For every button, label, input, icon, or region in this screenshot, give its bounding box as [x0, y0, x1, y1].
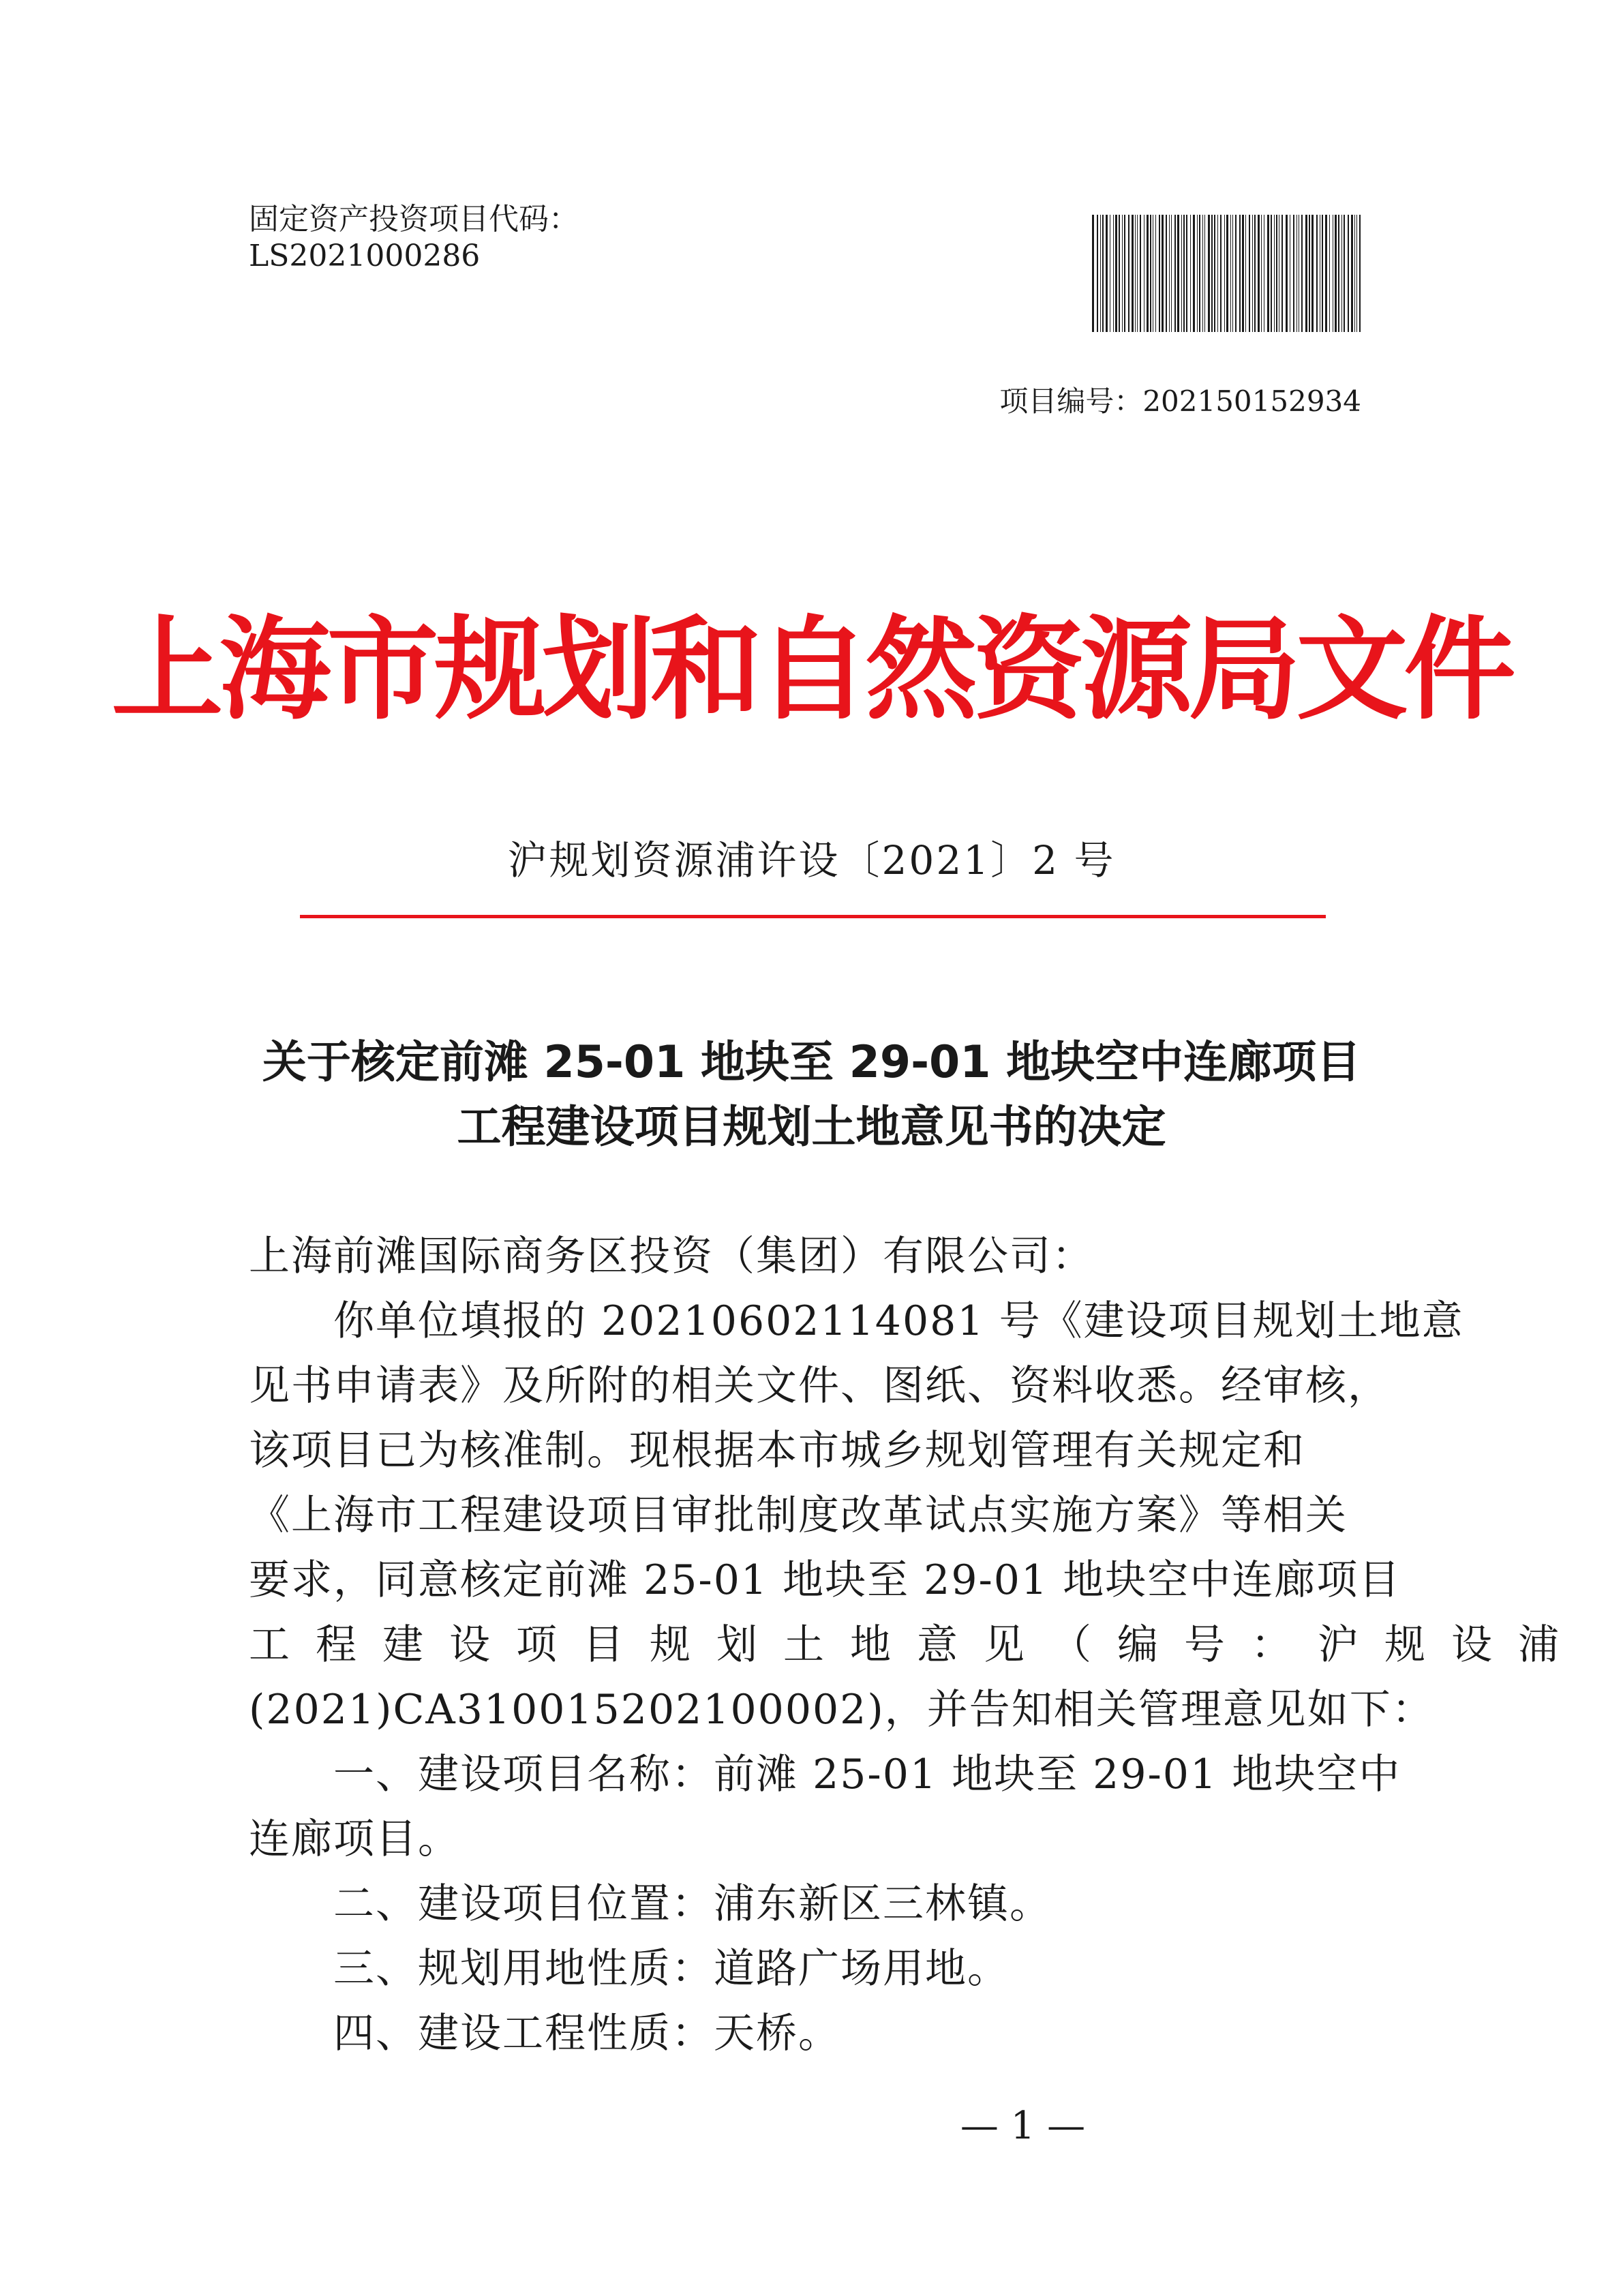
barcode-bar [1102, 215, 1104, 332]
barcode-bar [1293, 215, 1294, 332]
barcode-bar [1204, 215, 1205, 332]
barcode-bar [1214, 215, 1215, 332]
body-line: 上海前滩国际商务区投资（集团）有限公司： [249, 1233, 1094, 1280]
barcode-bar [1199, 215, 1200, 332]
barcode-bar [1100, 215, 1101, 332]
barcode-bar [1309, 215, 1310, 332]
barcode-bar [1286, 215, 1288, 332]
barcode-bar [1202, 215, 1203, 332]
barcode-bar [1177, 215, 1179, 332]
barcode-bar [1106, 215, 1108, 332]
body-line: (2021)CA310015202100002)，并告知相关管理意见如下： [249, 1686, 1434, 1734]
barcode-bar [1232, 215, 1233, 332]
barcode-bar [1159, 215, 1160, 332]
barcode-bar [1224, 215, 1225, 332]
barcode-bar [1261, 215, 1262, 332]
document-title-line-1: 关于核定前滩 25-01 地块至 29-01 地块空中连廊项目 [262, 1037, 1361, 1088]
barcode-bar [1220, 215, 1222, 332]
barcode-bar [1276, 215, 1277, 332]
barcode-bar [1249, 215, 1250, 332]
barcode-bar [1301, 215, 1303, 332]
barcode-bar [1171, 215, 1172, 332]
barcode-bar [1186, 215, 1187, 332]
barcode-bar [1122, 215, 1123, 332]
barcode-bar [1137, 215, 1138, 332]
barcode-bar [1341, 215, 1342, 332]
barcode-bar [1097, 215, 1098, 332]
body-line: 工程建设项目规划土地意见（编号：沪规设浦 [249, 1621, 1585, 1669]
barcode-bar [1258, 215, 1260, 332]
barcode-bar [1344, 215, 1345, 332]
body-line: 连廊项目。 [249, 1815, 460, 1863]
body-line: 一、建设项目名称：前滩 25-01 地块至 29-01 地块空中 [249, 1751, 1401, 1798]
barcode [1092, 215, 1361, 332]
barcode-bar [1354, 215, 1355, 332]
body-line: 你单位填报的 20210602114081 号《建设项目规划土地意 [249, 1297, 1464, 1345]
barcode-bar [1359, 215, 1361, 332]
barcode-bar [1128, 215, 1129, 332]
barcode-bar [1348, 215, 1349, 332]
barcode-bar [1274, 215, 1275, 332]
barcode-bar [1252, 215, 1253, 332]
barcode-bar [1174, 215, 1176, 332]
body-line: 见书申请表》及所附的相关文件、图纸、资料收悉。经审核， [249, 1362, 1390, 1410]
document-masthead: 上海市规划和自然资源局文件 [111, 605, 1512, 735]
barcode-bar [1322, 215, 1323, 332]
barcode-bar [1155, 215, 1156, 332]
barcode-bar [1335, 215, 1337, 332]
body-line: 该项目已为核准制。现根据本市城乡规划管理有关规定和 [249, 1427, 1305, 1475]
barcode-bar [1271, 215, 1272, 332]
barcode-bar [1119, 215, 1120, 332]
page-number: — 1 — [960, 2104, 1086, 2148]
body-line: 要求，同意核定前滩 25-01 地块至 29-01 地块空中连廊项目 [249, 1556, 1401, 1604]
project-number: 项目编号：202150152934 [999, 384, 1361, 418]
body-line: 二、建设项目位置：浦东新区三林镇。 [249, 1880, 1052, 1928]
barcode-bar [1254, 215, 1256, 332]
barcode-bar [1140, 215, 1141, 332]
barcode-bar [1181, 215, 1182, 332]
barcode-bar [1356, 215, 1357, 332]
barcode-bar [1226, 215, 1228, 332]
barcode-bar [1239, 215, 1241, 332]
body-line: 四、建设工程性质：天桥。 [249, 2010, 840, 2057]
barcode-bar [1113, 215, 1114, 332]
barcode-bar [1193, 215, 1195, 332]
barcode-bar [1235, 215, 1237, 332]
barcode-bar [1150, 215, 1151, 332]
barcode-bar [1132, 215, 1134, 332]
barcode-bar [1211, 215, 1213, 332]
barcode-bar [1329, 215, 1330, 332]
barcode-bar [1245, 215, 1246, 332]
barcode-bar [1311, 215, 1314, 332]
barcode-bar [1242, 215, 1244, 332]
barcode-bar [1316, 215, 1318, 332]
barcode-bar [1197, 215, 1198, 332]
barcode-bar [1281, 215, 1283, 332]
barcode-bar [1338, 215, 1339, 332]
fixed-asset-code-label: 固定资产投资项目代码： [249, 202, 579, 237]
document-title-line-2: 工程建设项目规划土地意见书的决定 [457, 1102, 1166, 1153]
red-divider-line [300, 915, 1326, 918]
barcode-bar [1325, 215, 1327, 332]
barcode-bar [1230, 215, 1231, 332]
barcode-bar [1183, 215, 1185, 332]
barcode-bar [1166, 215, 1167, 332]
barcode-bar [1135, 215, 1136, 332]
body-line: 三、规划用地性质：道路广场用地。 [249, 1945, 1010, 1993]
barcode-bar [1208, 215, 1210, 332]
body-line: 《上海市工程建设项目审批制度改革试点实施方案》等相关 [249, 1492, 1348, 1539]
barcode-bar [1115, 215, 1117, 332]
barcode-bar [1351, 215, 1353, 332]
barcode-bar [1124, 215, 1125, 332]
barcode-bar [1296, 215, 1297, 332]
document-number: 沪规划资源浦许设〔2021〕2 号 [507, 837, 1116, 883]
barcode-bar [1267, 215, 1269, 332]
barcode-bar [1147, 215, 1149, 332]
barcode-bar [1190, 215, 1191, 332]
barcode-bar [1217, 215, 1218, 332]
barcode-bar [1169, 215, 1170, 332]
fixed-asset-code-value: LS2021000286 [249, 239, 481, 273]
barcode-bar [1305, 215, 1307, 332]
barcode-bar [1092, 215, 1094, 332]
barcode-bar [1162, 215, 1164, 332]
